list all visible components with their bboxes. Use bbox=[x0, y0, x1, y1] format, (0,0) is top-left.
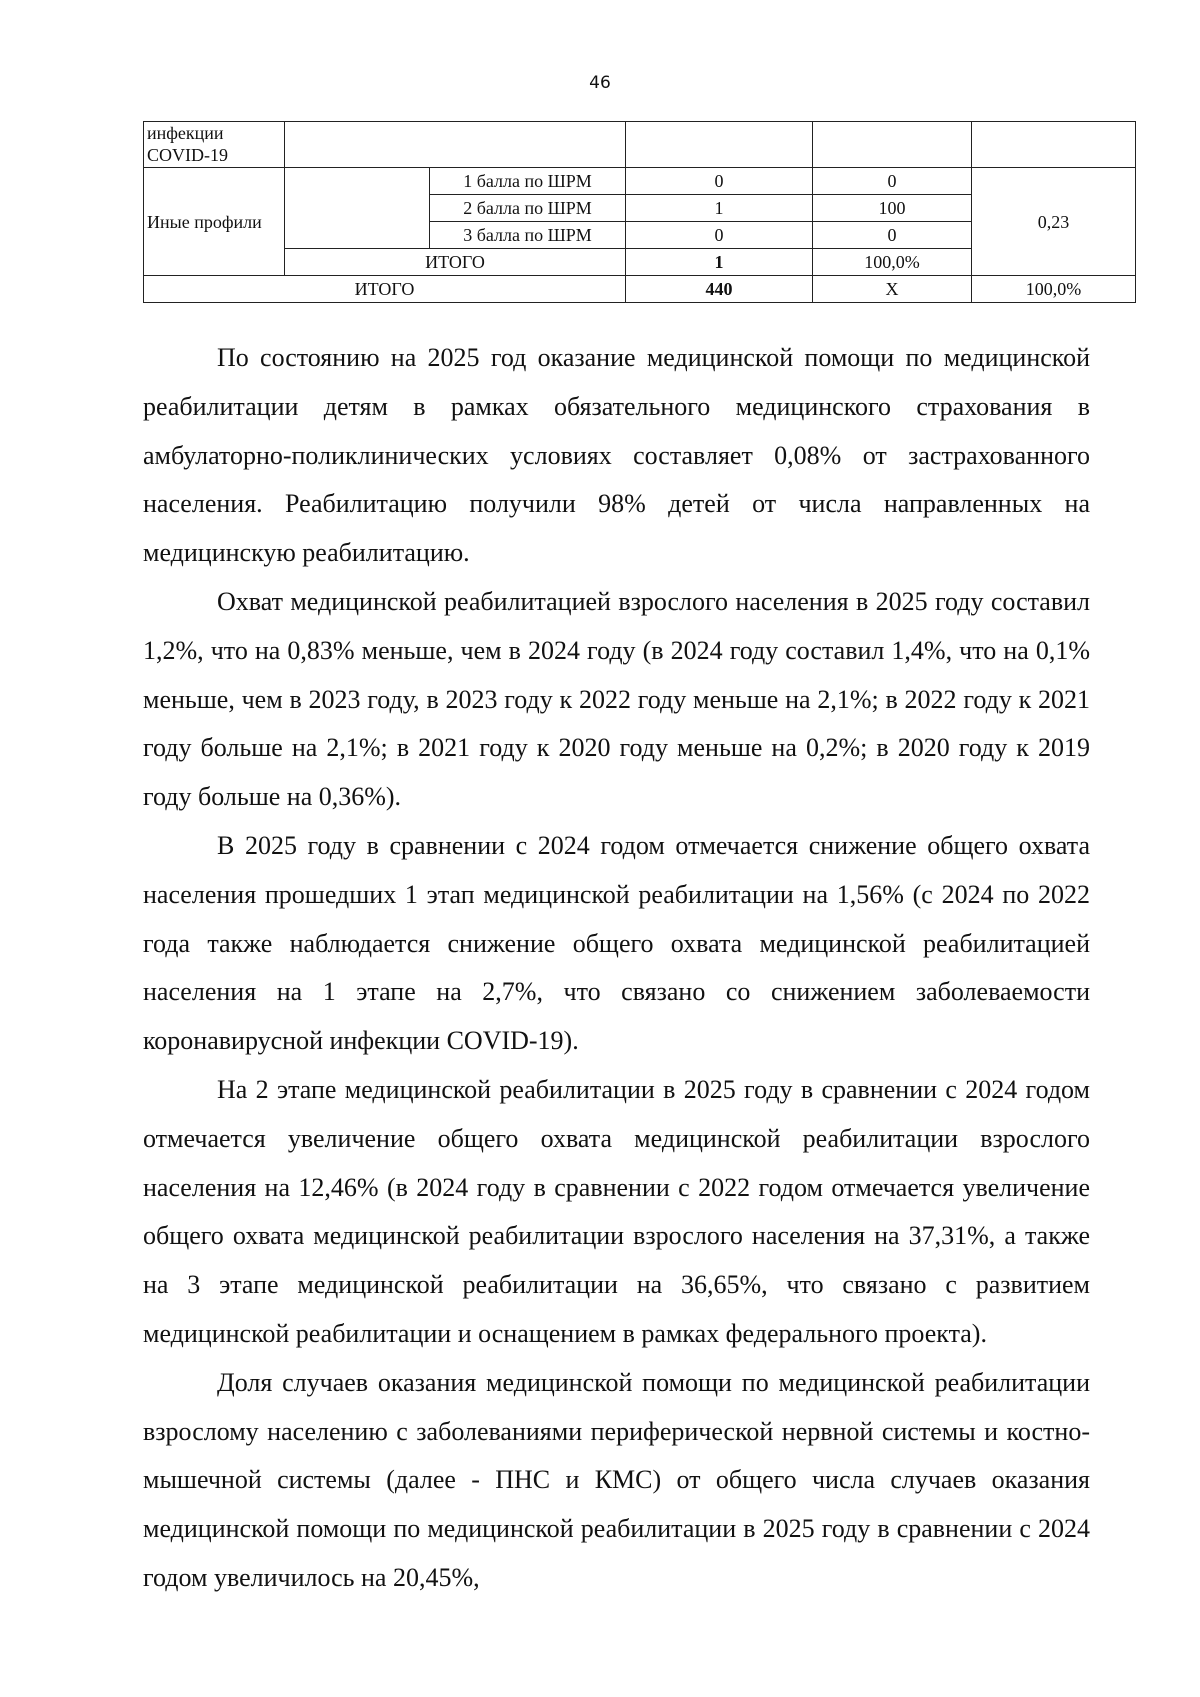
table-cell bbox=[626, 122, 813, 168]
table-cell-total-label: ИТОГО bbox=[144, 276, 626, 303]
table-cell-total-count: 440 bbox=[626, 276, 813, 303]
table-cell-percent: 0 bbox=[813, 222, 972, 249]
table-cell bbox=[972, 122, 1136, 168]
table-cell-score-label: 1 балла по ШРМ bbox=[430, 168, 626, 195]
table-cell-share: 0,23 bbox=[972, 168, 1136, 276]
paragraph: В 2025 году в сравнении с 2024 годом отмечается снижение общего охвата населения прошедших 1 этап медицинской реабилитации на 1,56% (с 2024 по 2022 года также наблюдается снижение общего охвата медицинской реабилитацией населения на 1 этапе на 2,7%, что связано со снижением заболеваемости коронавирусной инфекции COVID-19). bbox=[143, 830, 1090, 1056]
table-row-total bbox=[144, 276, 1136, 303]
table-cell-subtotal-count: 1 bbox=[626, 249, 813, 276]
table-cell bbox=[813, 122, 972, 168]
table-cell-total-percent: Х bbox=[813, 276, 972, 303]
body-text bbox=[143, 334, 1090, 1603]
table-cell bbox=[285, 122, 626, 168]
table-cell-count: 1 bbox=[626, 195, 813, 222]
table-cell-count: 0 bbox=[626, 168, 813, 195]
table-cell-percent: 100 bbox=[813, 195, 972, 222]
page-number: 46 bbox=[589, 73, 611, 93]
table-cell-subtotal-percent: 100,0% bbox=[813, 249, 972, 276]
table-cell-profile: инфекции COVID-19 bbox=[144, 122, 285, 168]
table-cell-total-share: 100,0% bbox=[972, 276, 1136, 303]
table-cell-count: 0 bbox=[626, 222, 813, 249]
table-cell-percent: 0 bbox=[813, 168, 972, 195]
table-cell-score-label: 2 балла по ШРМ bbox=[430, 195, 626, 222]
paragraph: На 2 этапе медицинской реабилитации в 2025 году в сравнении с 2024 годом отмечается увеличение общего охвата медицинской реабилитации взрослого населения на 12,46% (в 2024 году в сравнении с 2022 годом отмечается увеличение общего охвата медицинской реабилитации взрослого населения на 37,31%, а также на 3 этапе медицинской реабилитации на 36,65%, что связано с развитием медицинской реабилитации и оснащением в рамках федерального проекта). bbox=[143, 1074, 1090, 1348]
table-cell-score-label: 3 балла по ШРМ bbox=[430, 222, 626, 249]
paragraph: Доля случаев оказания медицинской помощи по медицинской реабилитации взрослому населению с заболеваниями периферической нервной системы и костно-мышечной системы (далее - ПНС и КМС) от общего числа случаев оказания медицинской помощи по медицинской реабилитации в 2025 году в сравнении с 2024 годом увеличилось на 20,45%, bbox=[143, 1367, 1090, 1592]
rehabilitation-table bbox=[143, 121, 1136, 303]
table-row bbox=[144, 122, 1136, 168]
paragraph: Охват медицинской реабилитацией взрослого населения в 2025 году составил 1,2%, что на 0,83% меньше, чем в 2024 году (в 2024 году составил 1,4%, что на 0,1% меньше, чем в 2023 году, в 2023 году к 2022 году меньше на 2,1%; в 2022 году к 2021 году больше на 2,1%; в 2021 году к 2020 году меньше на 0,2%; в 2020 году к 2019 году больше на 0,36%). bbox=[143, 586, 1090, 812]
paragraph: По состоянию на 2025 год оказание медицинской помощи по медицинской реабилитации детям в рамках обязательного медицинского страхования в амбулаторно-поликлинических условиях составляет 0,08% от застрахованного населения. Реабилитацию получили 98% детей от числа направленных на медицинскую реабилитацию. bbox=[143, 343, 1090, 568]
table-cell-profile: Иные профили bbox=[144, 168, 285, 276]
table-cell-subtotal-label: ИТОГО bbox=[285, 249, 626, 276]
table-row bbox=[144, 168, 1136, 195]
table-cell bbox=[285, 168, 430, 249]
